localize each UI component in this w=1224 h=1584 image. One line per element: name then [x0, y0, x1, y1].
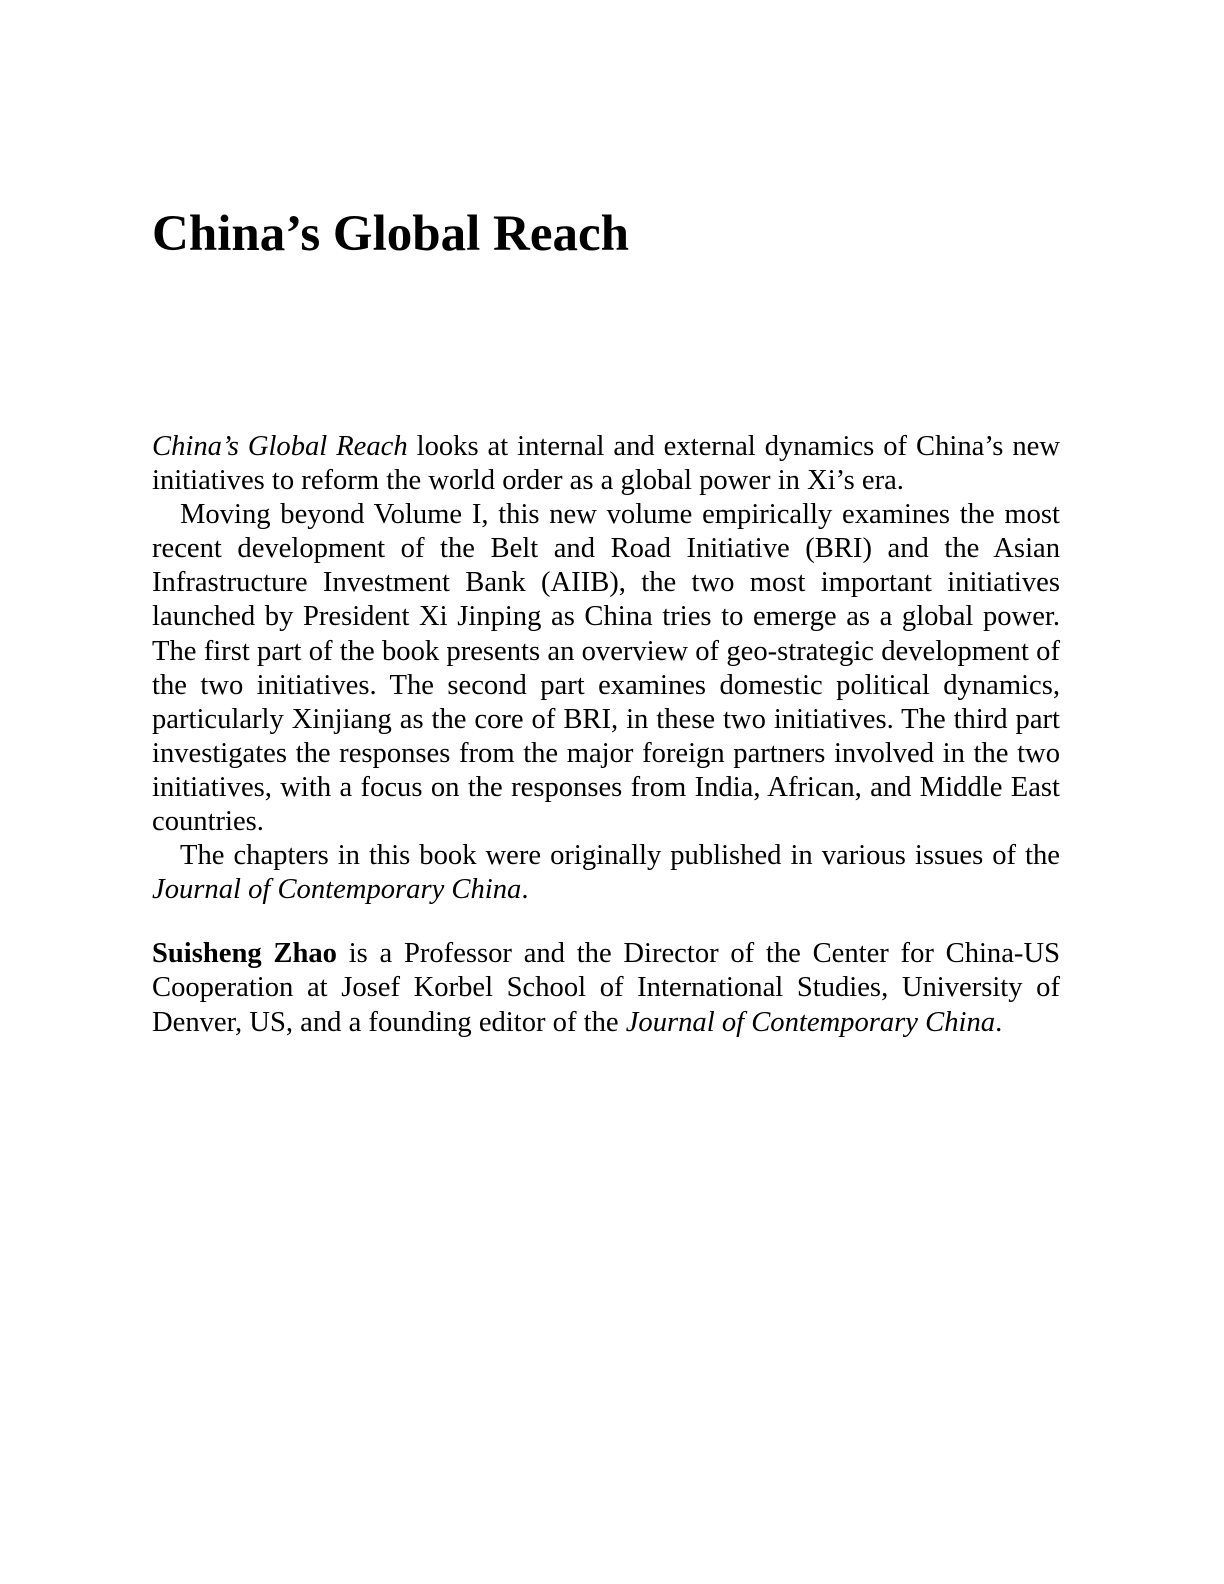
author-bio-journal-italic: Journal of Contemporary China: [625, 1006, 996, 1038]
description-paragraph-1: [152, 430, 1060, 498]
description-paragraph-1-text: looks at internal and external dynamics of China’s new initiatives to reform the world order as a global power in Xi’s era.: [152, 431, 1061, 497]
author-bio-text: is a Professor and the Director of the Center for China-US Cooperation at Josef Korbel School of International Studies, University of Denver, US, and a founding editor of the: [152, 938, 1060, 1038]
description-paragraph-3: [152, 839, 1060, 907]
book-description: [152, 430, 1060, 1040]
author-bio: [152, 937, 1060, 1039]
description-paragraph-3-end: .: [521, 874, 529, 906]
page-title: China’s Global Reach: [152, 206, 630, 262]
book-title-italic: China’s Global Reach: [152, 431, 408, 462]
author-bio-end: .: [995, 1006, 1003, 1038]
author-name: Suisheng Zhao: [152, 938, 337, 970]
journal-title-italic: Journal of Contemporary China: [152, 874, 522, 906]
description-paragraph-2: Moving beyond Volume I, this new volume empirically examines the most recent development of the Belt and Road Initiative (BRI) and the Asian Infrastructure Investment Bank (AIIB), the two most important initiatives launched by President Xi Jinping as China tries to emerge as a global power. The first part of the book presents an overview of geo-strategic development of the two initiatives. The second part examines domestic political dynamics, particularly Xinjiang as the core of BRI, in these two initiatives. The third part investigates the responses from the major foreign partners involved in the two initiatives, with a focus on the responses from India, African, and Middle East countries.: [152, 499, 1060, 838]
description-paragraph-3-text: The chapters in this book were originally published in various issues of the: [180, 840, 1060, 872]
